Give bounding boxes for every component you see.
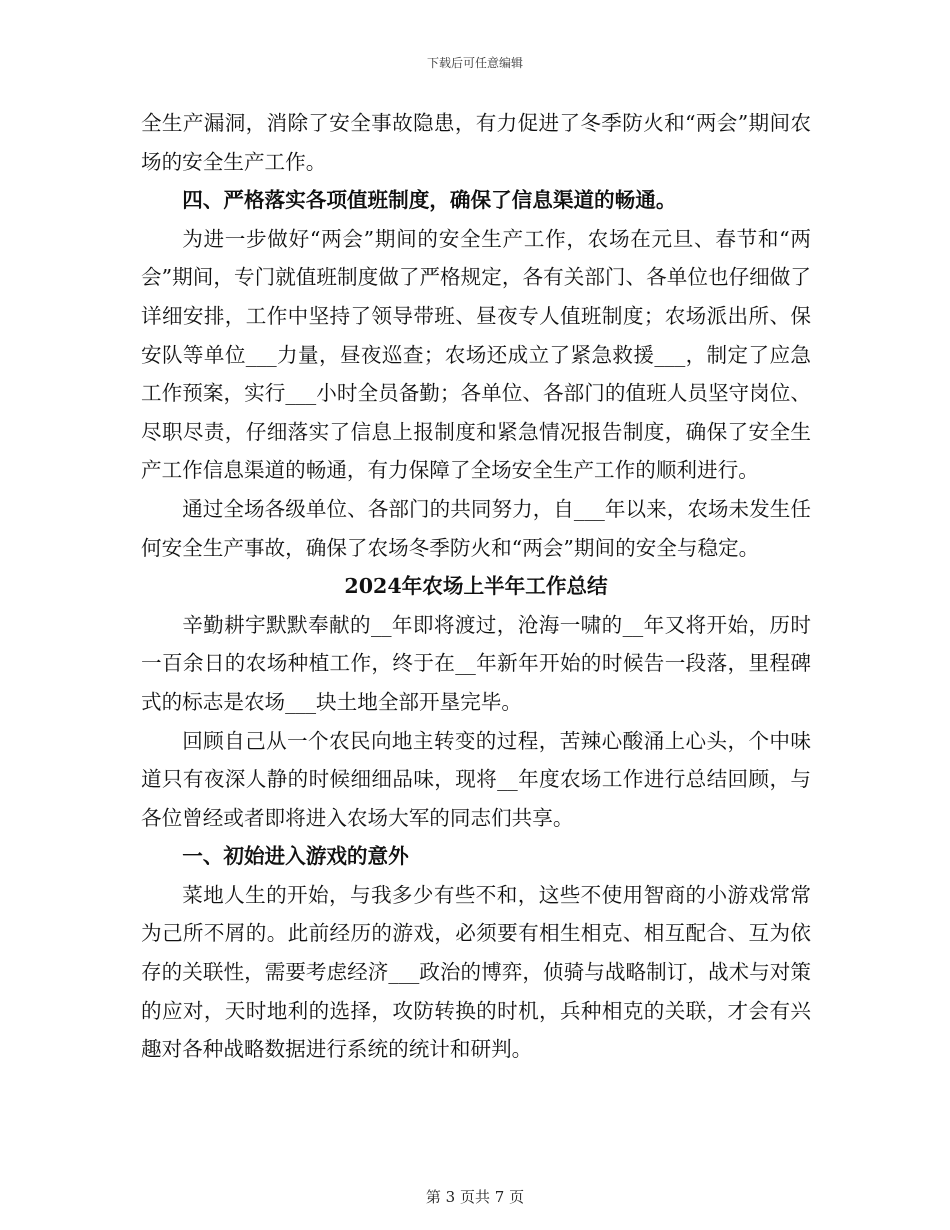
paragraph-duty-system: 为进一步做好“两会”期间的安全生产工作，农场在元旦、春节和“两会”期间，专门就值班制度做了严格规定，各有关部门、各单位也仔细做了详细安排，工作中坚持了领导带班、昼夜专人值班制度；农场派出所、保安队等单位___力量，昼夜巡查；农场还成立了紧急救援___，制定了应急工作预案，实行___小时全员备勤；各单位、各部门的值班人员坚守岗位、尽职尽责，仔细落实了信息上报制度和紧急情况报告制度，确保了安全生产工作信息渠道的畅通，有力保障了全场安全生产工作的顺利进行。 xyxy=(141,226,811,483)
section-heading-4: 四、严格落实各项值班制度，确保了信息渠道的畅通。 xyxy=(182,188,677,213)
paragraph-result: 通过全场各级单位、各部门的共同努力，自___年以来，农场未发生任何安全生产事故，确保了农场冬季防火和“两会”期间的安全与稳定。 xyxy=(141,496,811,560)
document-body xyxy=(141,104,811,1069)
page-footer: 第 3 页共 7 页 xyxy=(425,1188,525,1206)
paragraph-game: 菜地人生的开始，与我多少有些不和，这些不使用智商的小游戏常常为己所不屑的。此前经历的游戏，必须要有相生相克、相互配合、互为依存的关联性，需要考虑经济___政治的博弈，侦骑与战略制订，战术与对策的应对，天时地利的选择，攻防转换的时机，兵种相克的关联，才会有兴趣对各种战略数据进行系统的统计和研判。 xyxy=(141,882,811,1062)
paragraph-intro: 辛勤耕宇默默奉献的__年即将渡过，沧海一啸的__年又将开始，历时一百余日的农场种植工作，终于在__年新年开始的时候告一段落，里程碑式的标志是农场___块土地全部开垦完毕。 xyxy=(141,612,811,714)
section-heading-1: 一、初始进入游戏的意外 xyxy=(182,844,409,869)
page-header: 下载后可任意编辑 xyxy=(426,56,523,70)
paragraph-review: 回顾自己从一个农民向地主转变的过程，苦辣心酸涌上心头，个中味道只有夜深人静的时候细细品味，现将__年度农场工作进行总结回顾，与各位曾经或者即将进入农场大军的同志们共享。 xyxy=(141,728,811,830)
paragraph-continuation: 全生产漏洞，消除了安全事故隐患，有力促进了冬季防火和“两会”期间农场的安全生产工作。 xyxy=(141,111,811,174)
article-title: 2024年农场上半年工作总结 xyxy=(344,574,608,599)
